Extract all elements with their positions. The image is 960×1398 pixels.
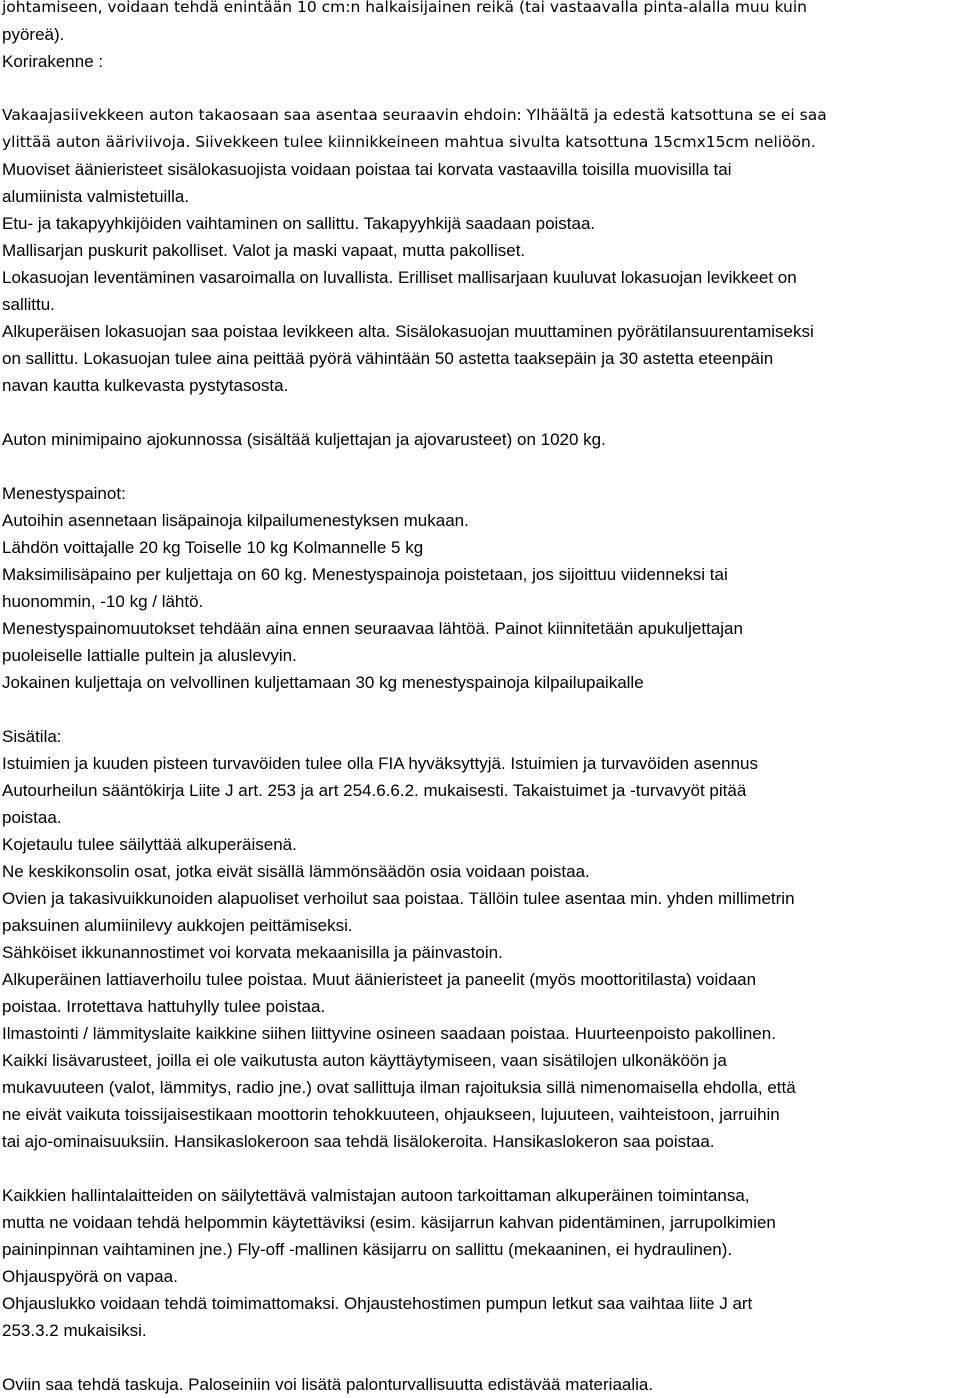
paragraph-gap [2,1155,954,1182]
text-line: johtamiseen, voidaan tehdä enintään 10 cm:n halkaisijainen reikä (tai vastaavalla pinta-alalla muu kuin [2,0,807,16]
text-line: 253.3.2 mukaisiksi. [2,1321,147,1340]
text-line: puoleiselle lattialle pultein ja aluslevyin. [2,646,297,665]
text-line: Alkuperäinen lattiaverhoilu tulee poistaa. Muut äänieristeet ja paneelit (myös moottoritilasta) voidaan [2,970,757,989]
text-line: mutta ne voidaan tehdä helpommin käytettäviksi (esim. käsijarrun kahvan pidentäminen, jarrupolkimien [2,1213,776,1232]
text-line: on sallittu. Lokasuojan tulee aina peittää pyörä vähintään 50 astetta taaksepäin ja 30 astetta eteenpäin [2,349,774,368]
text-line: Ne keskikonsolin osat, jotka eivät sisällä lämmönsäädön osia voidaan poistaa. [2,862,590,881]
text-line: mukavuuteen (valot, lämmitys, radio jne.) ovat sallittuja ilman rajoituksia sillä nimenomaisella ehdolla, että [2,1078,796,1097]
text-line: Kaikki lisävarusteet, joilla ei ole vaikutusta auton käyttäytymiseen, vaan sisätilojen ulkonäköön ja [2,1051,727,1070]
paragraph-gap [2,75,954,102]
text-line: Kojetaulu tulee säilyttää alkuperäisenä. [2,835,297,854]
text-line: huonommin, -10 kg / lähtö. [2,592,204,611]
text-line: Menestyspainomuutokset tehdään aina ennen seuraavaa lähtöä. Painot kiinnitetään apukuljettajan [2,619,743,638]
text-line: Etu- ja takapyyhkijöiden vaihtaminen on sallittu. Takapyyhkijä saadaan poistaa. [2,214,596,233]
text-line: Vakaajasiivekkeen auton takaosaan saa asentaa seuraavin ehdoin: Ylhäältä ja edestä katsottuna se ei saa [2,106,827,124]
text-line: Ilmastointi / lämmityslaite kaikkine siihen liittyvine osineen saadaan poistaa. Huurteenpoisto pakollinen. [2,1024,776,1043]
text-line-minimum-weight: Auton minimipaino ajokunnossa (sisältää kuljettajan ja ajovarusteet) on 1020 kg. [2,430,606,449]
text-line: Maksimilisäpaino per kuljettaja on 60 kg. Menestyspainoja poistetaan, jos sijoittuu viidenneksi tai [2,565,728,584]
text-line: Mallisarjan puskurit pakolliset. Valot ja maski vapaat, mutta pakolliset. [2,241,526,260]
paragraph-gap [2,453,954,480]
section-heading-menestyspainot: Menestyspainot: [2,484,126,503]
text-line: Kaikkien hallintalaitteiden on säilytettävä valmistajan autoon tarkoittaman alkuperäinen toimintansa, [2,1186,750,1205]
text-line: Oviin saa tehdä taskuja. Paloseiniin voi lisätä palonturvallisuutta edistävää materiaalia. [2,1375,654,1394]
text-line: pyöreä). [2,25,65,44]
text-line: sallittu. [2,295,55,314]
text-line: paininpinnan vaihtaminen jne.) Fly-off -mallinen käsijarru on sallittu (mekaaninen, ei hydraulinen). [2,1240,733,1259]
text-line: Lokasuojan leventäminen vasaroimalla on luvallista. Erilliset mallisarjaan kuuluvat lokasuojan levikkeet on [2,268,797,287]
text-line: alumiinista valmistetuilla. [2,187,190,206]
text-line: Istuimien ja kuuden pisteen turvavöiden tulee olla FIA hyväksyttyjä. Istuimien ja turvavöiden asennus [2,754,758,773]
document-body [2,0,954,1398]
paragraph-gap [2,1344,954,1371]
text-line: navan kautta kulkevasta pystytasosta. [2,376,289,395]
section-heading-sisatila: Sisätila: [2,727,62,746]
text-line: ylittää auton ääriviivoja. Siivekkeen tulee kiinnikkeineen mahtua sivulta katsottuna 15cmx15cm neliöön. [2,133,816,151]
text-line: Autourheilun sääntökirja Liite J art. 253 ja art 254.6.6.2. mukaisesti. Takaistuimet ja -turvavyöt pitää [2,781,747,800]
paragraph-gap [2,696,954,723]
text-line: Autoihin asennetaan lisäpainoja kilpailumenestyksen mukaan. [2,511,469,530]
text-line: Sähköiset ikkunannostimet voi korvata mekaanisilla ja päinvastoin. [2,943,503,962]
text-line: Lähdön voittajalle 20 kg Toiselle 10 kg Kolmannelle 5 kg [2,538,424,557]
text-line: Muoviset äänieristeet sisälokasuojista voidaan poistaa tai korvata vastaavilla toisilla muovisilla tai [2,160,732,179]
section-heading-korirakenne: Korirakenne : [2,52,104,71]
text-line: ne eivät vaikuta toissijaisestikaan moottorin tehokkuuteen, ohjaukseen, lujuuteen, vaihteistoon, jarruihin [2,1105,780,1124]
text-line: poistaa. [2,808,62,827]
text-line: Ohjauslukko voidaan tehdä toimimattomaksi. Ohjaustehostimen pumpun letkut saa vaihtaa liite J art [2,1294,753,1313]
text-line: Jokainen kuljettaja on velvollinen kuljettamaan 30 kg menestyspainoja kilpailupaikalle [2,673,644,692]
text-line: Ovien ja takasivuikkunoiden alapuoliset verhoilut saa poistaa. Tällöin tulee asentaa min. yhden millimetrin [2,889,795,908]
text-line: Alkuperäisen lokasuojan saa poistaa levikkeen alta. Sisälokasuojan muuttaminen pyörätilansuurentamiseksi [2,322,814,341]
paragraph-gap [2,399,954,426]
text-line: tai ajo-ominaisuuksiin. Hansikaslokeroon saa tehdä lisälokeroita. Hansikaslokeron saa poistaa. [2,1132,715,1151]
text-line: paksuinen alumiinilevy aukkojen peittämiseksi. [2,916,353,935]
text-line: poistaa. Irrotettava hattuhylly tulee poistaa. [2,997,326,1016]
text-line: Ohjauspyörä on vapaa. [2,1267,178,1286]
